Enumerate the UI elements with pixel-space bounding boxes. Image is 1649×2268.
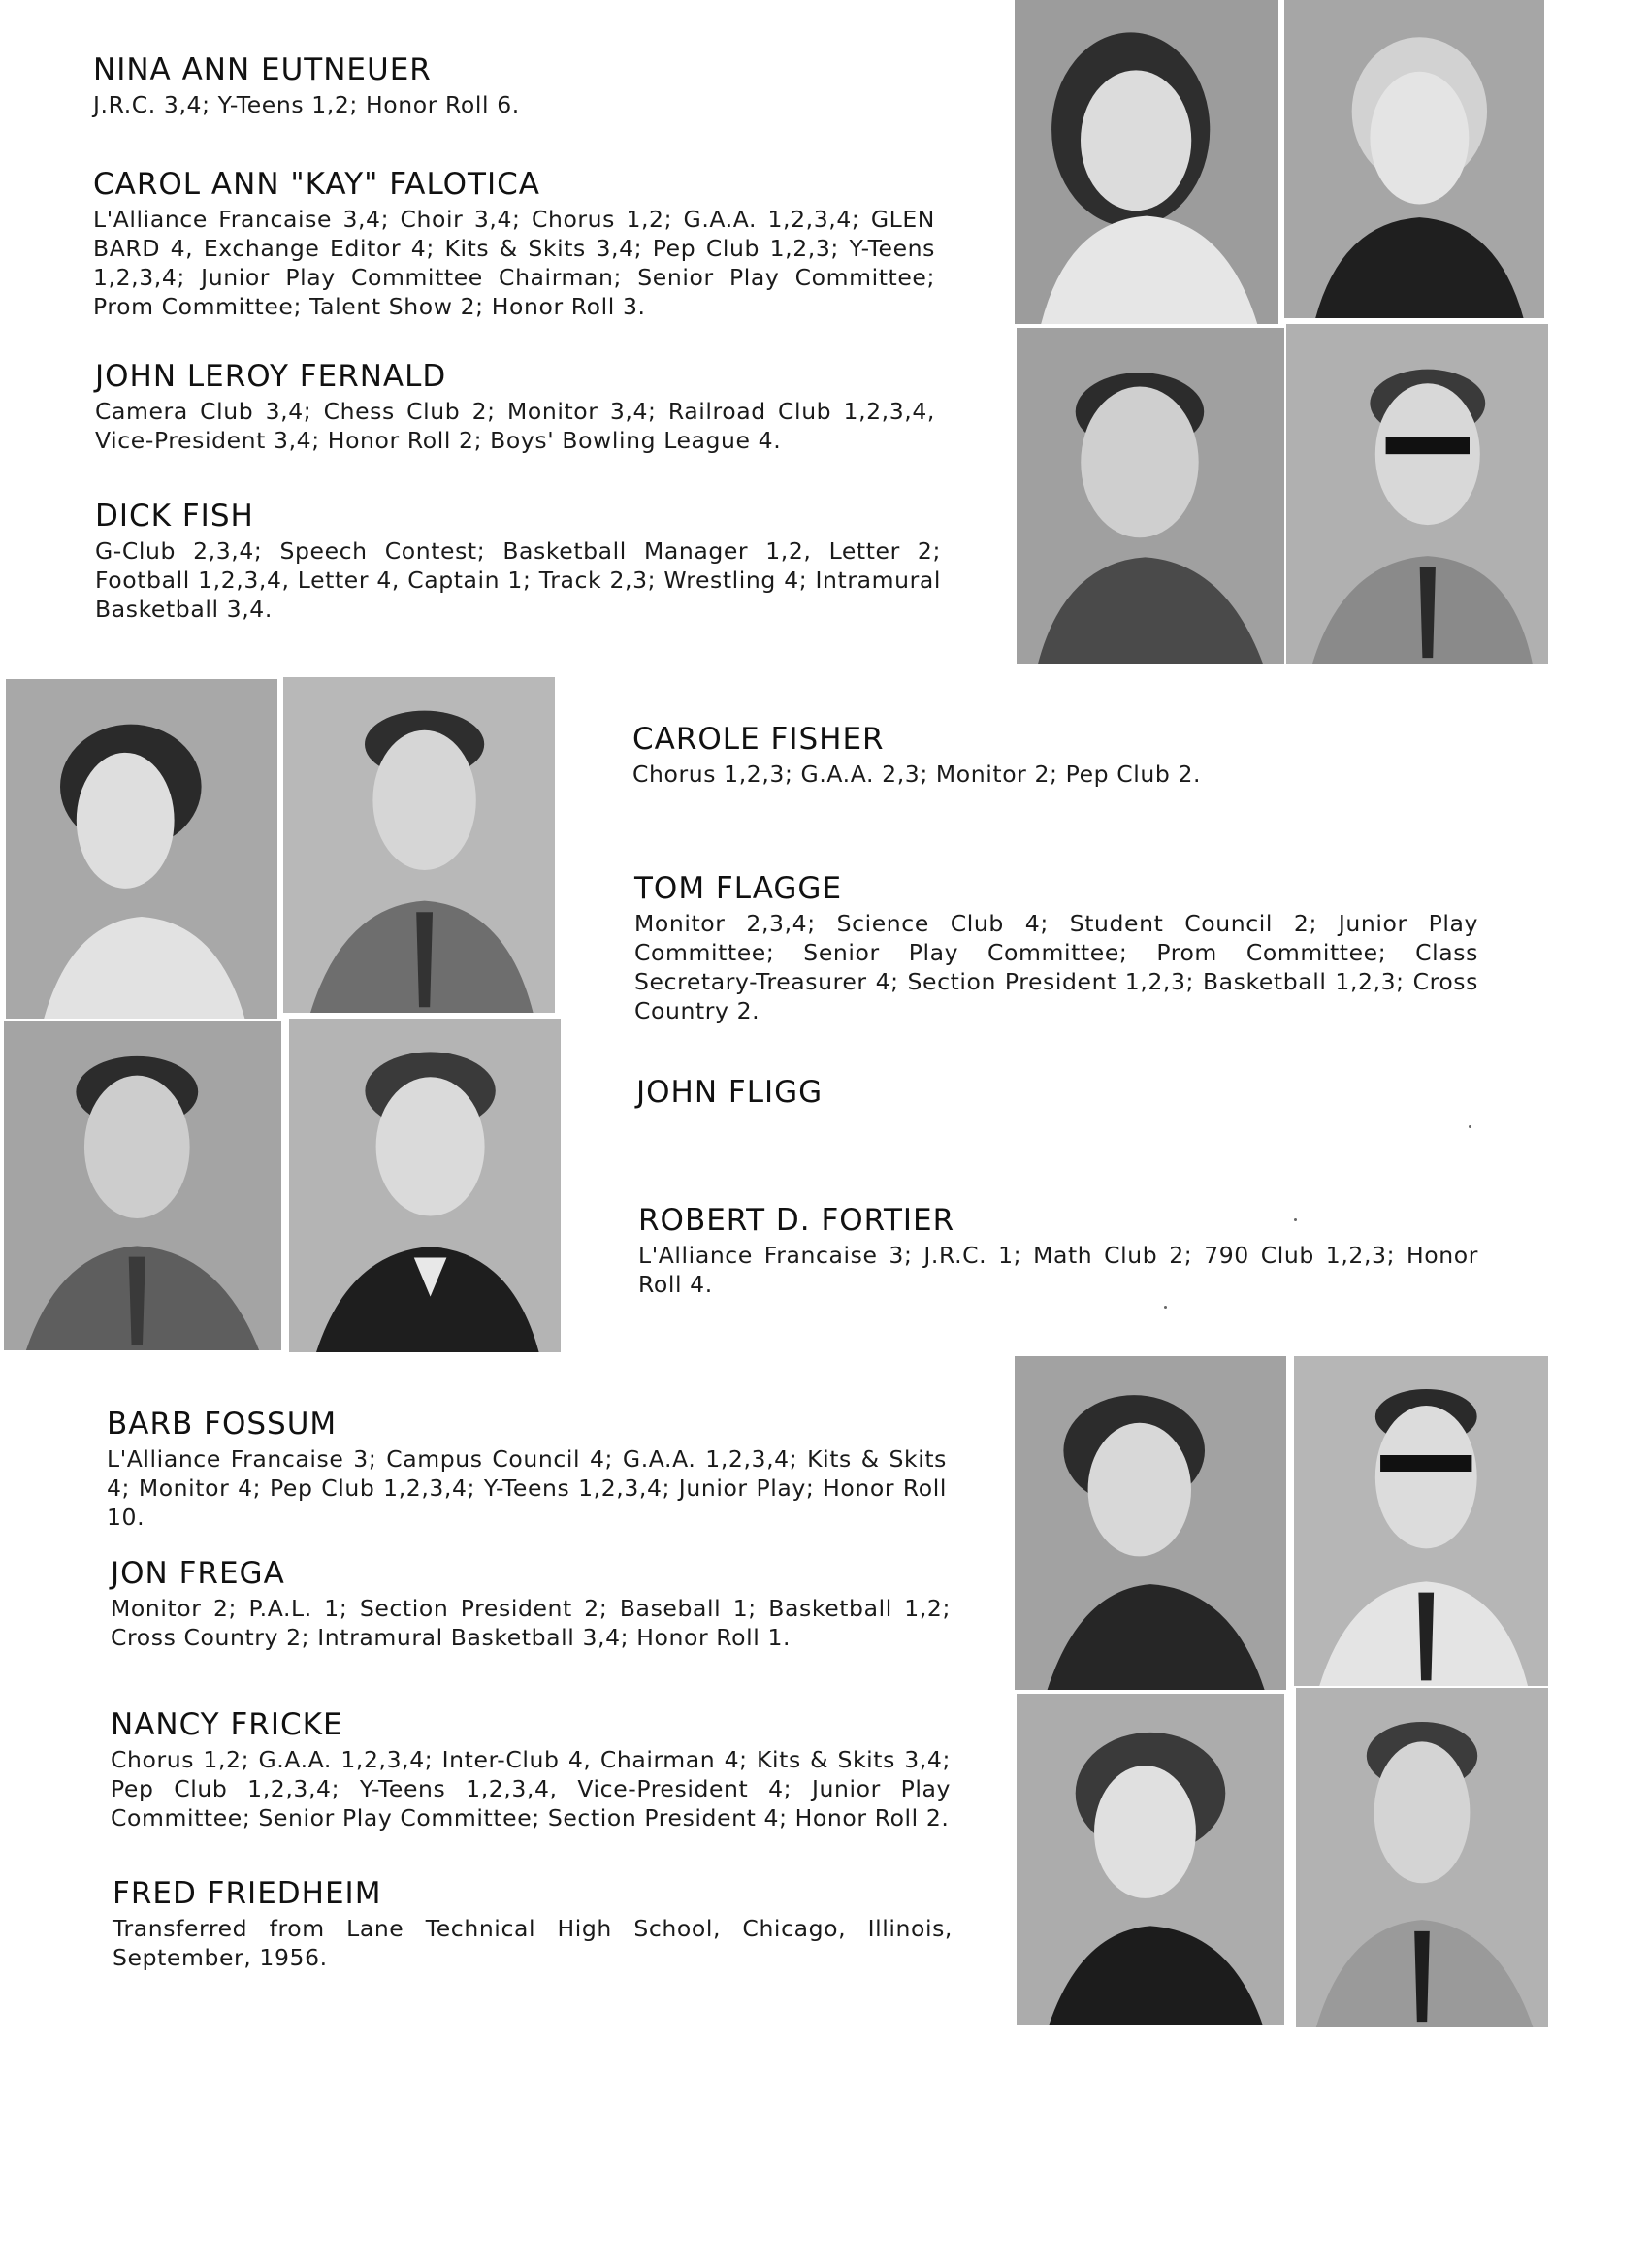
portrait-falotica [1284,0,1544,318]
portrait-eutneuer [1015,0,1278,324]
student-name: JON FREGA [111,1556,285,1591]
portrait-boy-icon [289,1019,561,1352]
student-name: CAROL ANN "KAY" FALOTICA [93,167,540,202]
portrait-fernald [1017,328,1284,664]
portrait-boy-icon [1286,324,1548,664]
portrait-boy-icon [1296,1688,1548,2027]
entry-eutneuer [93,54,947,119]
student-name: FRED FRIEDHEIM [113,1876,382,1911]
portrait-boy-icon [1294,1356,1548,1686]
student-activities: Monitor 2,3,4; Science Club 4; Student Council 2; Junior Play Committee; Senior Play Committee; Prom Committee; Class Secretary-Treasurer 4; Section President 1,2,3; Basketball 1,2,3; Cross Country 2. [634,909,1478,1024]
student-activities: G-Club 2,3,4; Speech Contest; Basketball Manager 1,2, Letter 2; Football 1,2,3,4, Letter 4, Captain 1; Track 2,3; Wrestling 4; Intramural Basketball 3,4. [95,536,941,623]
entry-fossum [107,1409,947,1532]
student-name: NANCY FRICKE [111,1707,343,1742]
student-name: JOHN LEROY FERNALD [95,359,447,394]
portrait-girl-icon [1015,1356,1286,1690]
portrait-frega [1294,1356,1548,1686]
student-name: ROBERT D. FORTIER [638,1203,955,1238]
student-activities: Chorus 1,2,3; G.A.A. 2,3; Monitor 2; Pep Club 2. [632,760,1202,788]
entry-flagge [634,873,1478,1025]
portrait-fricke [1017,1694,1284,2025]
portrait-boy-icon [1017,328,1284,664]
student-name: DICK FISH [95,499,254,534]
entry-friedheim [113,1878,953,1972]
portrait-fortier [289,1019,561,1352]
entry-fortier [638,1205,1478,1299]
portrait-friedheim [1296,1688,1548,2027]
portrait-boy-icon [4,1021,281,1350]
scan-speck [1294,1218,1297,1221]
student-name: CAROLE FISHER [632,722,885,757]
entry-falotica [93,169,935,321]
student-activities: L'Alliance Francaise 3; J.R.C. 1; Math Club 2; 790 Club 1,2,3; Honor Roll 4. [638,1241,1478,1298]
student-name: JOHN FLIGG [636,1075,824,1110]
entry-fernald [95,361,935,455]
student-activities: Transferred from Lane Technical High School, Chicago, Illinois, September, 1956. [113,1914,953,1971]
portrait-fligg [4,1021,281,1350]
student-name: TOM FLAGGE [634,871,843,906]
entry-fricke [111,1709,951,1832]
student-activities: Camera Club 3,4; Chess Club 2; Monitor 3,4; Railroad Club 1,2,3,4, Vice-President 3,4; Honor Roll 2; Boys' Bowling League 4. [95,397,935,454]
student-name: NINA ANN EUTNEUER [93,52,432,87]
entry-fisher [632,724,1486,789]
entry-frega [111,1558,951,1652]
portrait-girl-icon [1284,0,1544,318]
entry-fish [95,501,941,624]
scan-speck [1164,1306,1167,1309]
student-activities: L'Alliance Francaise 3,4; Choir 3,4; Chorus 1,2; G.A.A. 1,2,3,4; GLEN BARD 4, Exchange Editor 4; Kits & Skits 3,4; Pep Club 1,2,3; Y-Teens 1,2,3,4; Junior Play Committee Chairman; Senior Play Committee; Prom Committee; Talent Show 2; Honor Roll 3. [93,205,935,320]
portrait-boy-icon [283,677,555,1013]
student-name: BARB FOSSUM [107,1407,338,1442]
portrait-fossum [1015,1356,1286,1690]
portrait-fisher [6,679,277,1019]
portrait-flagge [283,677,555,1013]
portrait-girl-icon [1017,1694,1284,2025]
student-activities: L'Alliance Francaise 3; Campus Council 4; G.A.A. 1,2,3,4; Kits & Skits 4; Monitor 4; Pep Club 1,2,3,4; Y-Teens 1,2,3,4; Junior Play; Honor Roll 10. [107,1444,947,1531]
entry-fligg [636,1077,1480,1113]
portrait-girl-icon [6,679,277,1019]
student-activities: J.R.C. 3,4; Y-Teens 1,2; Honor Roll 6. [93,90,520,118]
scan-speck [1469,1125,1471,1128]
student-activities: Chorus 1,2; G.A.A. 1,2,3,4; Inter-Club 4, Chairman 4; Kits & Skits 3,4; Pep Club 1,2,3,4; Y-Teens 1,2,3,4, Vice-President 4; Junior Play Committee; Senior Play Committee; Section President 4; Honor Roll 2. [111,1745,951,1831]
portrait-fish [1286,324,1548,664]
student-activities: Monitor 2; P.A.L. 1; Section President 2; Baseball 1; Basketball 1,2; Cross Country 2; Intramural Basketball 3,4; Honor Roll 1. [111,1594,951,1651]
portrait-girl-icon [1015,0,1278,324]
